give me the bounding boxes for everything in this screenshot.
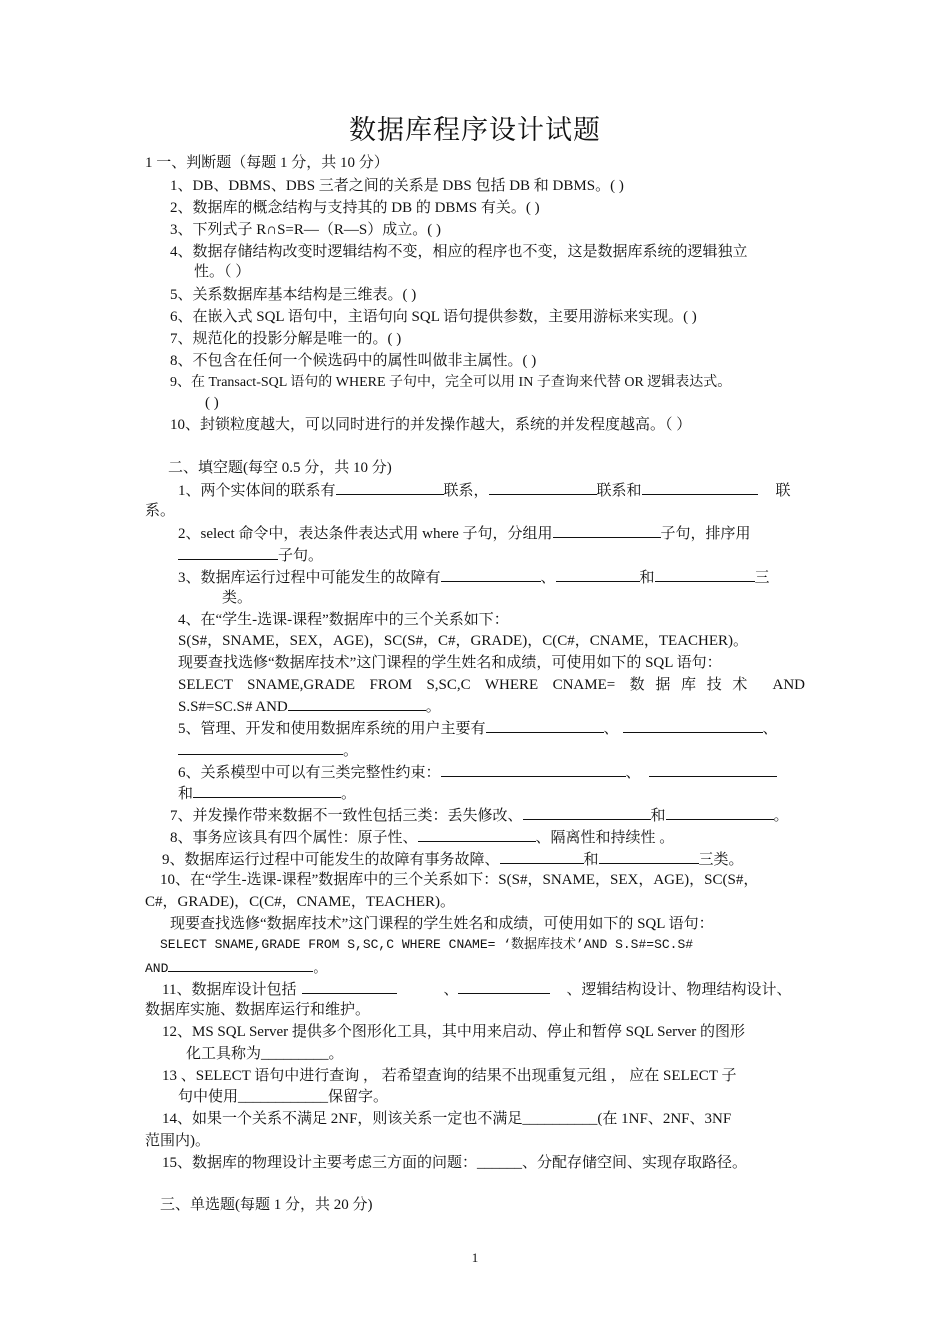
s2-question-10-line4: SELECT SNAME,GRADE FROM S,SC,C WHERE CNAME= ‘数据库技术’AND S.S#=SC.S# xyxy=(160,937,694,952)
s2-question-14-line1: 14、如果一个关系不满足 2NF，则该关系一定也不满足__________(在 1NF、2NF、3NF xyxy=(162,1111,732,1127)
answer-blank[interactable] xyxy=(168,957,313,972)
s1-question-4-line1: 4、数据存储结构改变时逻辑结构不变，相应的程序也不变，这是数据库系统的逻辑独立 xyxy=(170,244,748,260)
s2-question-6: 6、关系模型中可以有三类完整性约束： 、 xyxy=(178,762,777,783)
answer-blank[interactable] xyxy=(666,805,774,820)
answer-blank[interactable] xyxy=(336,480,444,495)
answer-blank[interactable] xyxy=(649,762,777,777)
s2-question-4-line2: S(S#，SNAME，SEX，AGE)，SC(S#，C#，GRADE)，C(C#，CNAME，TEACHER)。 xyxy=(178,633,749,649)
s2-question-15: 15、数据库的物理设计主要考虑三方面的问题：______、分配存储空间、实现存取路径。 xyxy=(162,1155,748,1171)
answer-blank[interactable] xyxy=(553,523,661,538)
s2-question-4-line3: 现要查找选修“数据库技术”这门课程的学生姓名和成绩，可使用如下的 SQL 语句： xyxy=(178,655,722,671)
s1-question-7: 7、规范化的投影分解是唯一的。( ) xyxy=(170,331,402,347)
s2-question-12-line1: 12、MS SQL Server 提供多个图形化工具，其中用来启动、停止和暂停 SQL Server 的图形 xyxy=(162,1024,746,1040)
s1-question-10: 10、封锁粒度越大，可以同时进行的并发操作越大，系统的并发程度越高。（ ） xyxy=(170,417,692,433)
answer-blank[interactable] xyxy=(178,545,278,560)
s1-question-8: 8、不包含在任何一个候选码中的属性叫做非主属性。( ) xyxy=(170,353,537,369)
s2-question-8: 8、事务应该具有四个属性：原子性、 、隔离性和持续性 。 xyxy=(170,827,674,848)
s2-question-10-line2: C#，GRADE)，C(C#，CNAME，TEACHER)。 xyxy=(145,894,455,910)
answer-blank[interactable] xyxy=(288,696,426,711)
s2-question-4-line5: S.S#=SC.S# AND 。 xyxy=(178,696,441,717)
answer-blank[interactable] xyxy=(441,762,626,777)
answer-blank[interactable] xyxy=(642,480,758,495)
s2-question-11-cont: 数据库实施、数据库运行和维护。 xyxy=(145,1002,371,1018)
s2-question-1: 1、两个实体间的联系有 联系， 联系和 联 xyxy=(178,480,791,501)
s1-question-9-line1: 9、在 Transact-SQL 语句的 WHERE 子句中，完全可以用 IN 子查询来代替 OR 逻辑表达式。 xyxy=(170,375,732,390)
s2-question-10-line5: AND 。 xyxy=(145,957,326,979)
s2-question-10-line1: 10、在“学生-选课-课程”数据库中的三个关系如下：S(S#，SNAME，SEX，AGE)，SC(S#， xyxy=(160,872,759,888)
s2-question-5: 5、管理、开发和使用数据库系统的用户主要有 、 、 xyxy=(178,718,778,739)
answer-blank[interactable] xyxy=(523,805,651,820)
s2-question-6-cont: 和 。 xyxy=(178,783,356,804)
s1-question-9-line2: ( ) xyxy=(205,395,219,411)
section3-heading: 三、单选题(每题 1 分，共 20 分) xyxy=(160,1197,373,1213)
s1-question-5: 5、关系数据库基本结构是三维表。( ) xyxy=(170,287,417,303)
s1-question-4-line2: 性。（ ） xyxy=(194,264,251,280)
section2-heading: 二、填空题(每空 0.5 分，共 10 分) xyxy=(168,460,392,476)
page-title: 数据库程序设计试题 xyxy=(349,115,601,145)
s1-question-3: 3、下列式子 R∩S=R—（R—S）成立。( ) xyxy=(170,222,441,238)
answer-blank[interactable] xyxy=(655,567,755,582)
answer-blank[interactable] xyxy=(489,480,597,495)
s2-question-14-line2: 范围内)。 xyxy=(145,1133,210,1149)
answer-blank[interactable] xyxy=(623,718,763,733)
answer-blank[interactable] xyxy=(193,783,341,798)
s2-question-13-line1: 13 、SELECT 语句中进行查询 ， 若希望查询的结果不出现重复元组 ， 应在 SELECT 子 xyxy=(162,1068,737,1084)
s2-question-4-line4: SELECT SNAME,GRADE FROM S,SC,C WHERE CNAME= 数据库技术 AND xyxy=(178,677,805,693)
answer-blank[interactable] xyxy=(500,849,584,864)
page-number: 1 xyxy=(471,1250,479,1265)
answer-blank[interactable] xyxy=(599,849,699,864)
s2-question-1-cont: 系。 xyxy=(145,503,176,519)
answer-blank[interactable] xyxy=(556,567,640,582)
answer-blank[interactable] xyxy=(441,567,541,582)
section1-heading: 1 一、判断题（每题 1 分，共 10 分） xyxy=(145,155,389,171)
s1-question-6: 6、在嵌入式 SQL 语句中，主语句向 SQL 语句提供参数，主要用游标来实现。( ) xyxy=(170,309,697,325)
answer-blank[interactable] xyxy=(178,740,343,755)
s2-question-11: 11、数据库设计包括 、 、逻辑结构设计、物理结构设计、 xyxy=(162,979,791,1000)
s2-question-7: 7、并发操作带来数据不一致性包括三类：丢失修改、 和 。 xyxy=(170,805,789,826)
answer-blank[interactable] xyxy=(418,827,536,842)
s2-question-3-cont: 类。 xyxy=(222,590,253,606)
s1-question-2: 2、数据库的概念结构与支持其的 DB 的 DBMS 有关。( ) xyxy=(170,200,540,216)
s2-question-9: 9、数据库运行过程中可能发生的故障有事务故障、 和 三类。 xyxy=(162,849,744,870)
s2-question-5-cont: 。 xyxy=(178,740,358,761)
answer-blank[interactable] xyxy=(458,979,550,994)
s2-question-2-cont: 子句。 xyxy=(178,545,323,566)
s2-question-3: 3、数据库运行过程中可能发生的故障有 、 和 三 xyxy=(178,567,770,588)
s2-question-12-line2: 化工具称为_________。 xyxy=(186,1046,344,1062)
s2-question-10-line3: 现要查找选修“数据库技术”这门课程的学生姓名和成绩，可使用如下的 SQL 语句： xyxy=(170,916,714,932)
s2-question-13-line2: 句中使用____________保留字。 xyxy=(178,1089,389,1105)
s1-question-1: 1、DB、DBMS、DBS 三者之间的关系是 DBS 包括 DB 和 DBMS。( ) xyxy=(170,178,624,194)
answer-blank[interactable] xyxy=(302,979,397,994)
s2-question-2: 2、select 命令中，表达条件表达式用 where 子句，分组用 子句，排序用 xyxy=(178,523,751,544)
answer-blank[interactable] xyxy=(486,718,604,733)
s2-question-4-line1: 4、在“学生-选课-课程”数据库中的三个关系如下： xyxy=(178,612,509,628)
